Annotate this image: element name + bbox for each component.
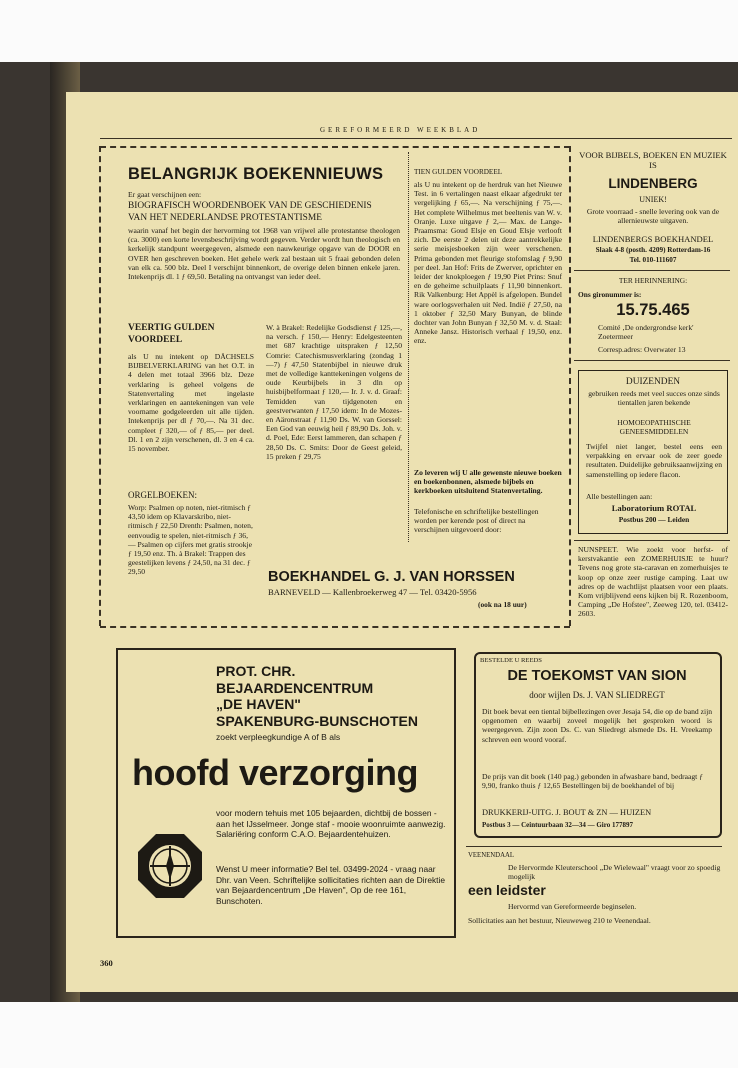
news-intro: Er gaat verschijnen een:	[128, 190, 202, 199]
right-title: TIEN GULDEN VOORDEEL	[414, 168, 503, 176]
news-subtitle	[128, 201, 372, 224]
duizenden-title: DUIZENDEN	[625, 377, 681, 387]
care-heading-4: SPAKENBURG-BUNSCHOTEN	[216, 712, 418, 729]
sion-title: DE TOEKOMST VAN SION	[507, 668, 687, 684]
side-rule-3	[574, 540, 730, 541]
side-rule-2	[574, 360, 730, 361]
lindenberg-address-2: Slaak 4-8 (posth. 4209) Rotterdam-16	[595, 246, 711, 254]
veen-paragraph-1: De Hervormde Kleuterschool „De Wielewaal" vraagt voor zo spoedig mogelijk	[508, 863, 721, 882]
lindenberg-intro: VOOR BIJBELS, BOEKEN EN MUZIEK IS	[579, 150, 727, 170]
lindenberg-name: LINDENBERG	[608, 176, 698, 191]
veen-rule	[466, 846, 722, 847]
laboratorium: Laboratorium ROTAL	[611, 503, 697, 513]
sion-paragraph-2: De prijs van dit boek (140 pag.) gebonden in afwasbare band, bedraagt ƒ 9,90, franko thuis ƒ 12,65 Bestellingen bij de boekhandel of bij	[482, 772, 703, 791]
care-big-title: hoofd verzorging	[132, 752, 418, 793]
care-heading-1: PROT. CHR.	[216, 663, 296, 679]
care-paragraph-1: voor modern tehuis met 105 bejaarden, dichtbij de bossen - aan het IJsselmeer. Jonge staf - mooie woonruimte aanwezig. Salariëring conform C.A.O. Bejaardentehuizen.	[216, 808, 446, 839]
shop-note: (ook na 18 uur)	[478, 600, 527, 609]
giro-number: 15.75.465	[616, 301, 690, 319]
lindenberg-address-1: LINDENBERGS BOEKHANDEL	[592, 234, 714, 244]
veen-kicker: VEENENDAAL	[468, 852, 515, 859]
column-divider	[408, 152, 409, 542]
page-number: 360	[100, 958, 113, 968]
care-logo	[136, 832, 204, 900]
nunspeet-ad: NUNSPEET. Wie zoekt voor herfst- of kerstvakantie een ZOMERHUISJE te huur? Tevens nog grote sta-caravan en zomerhuisjes te koop op onze zeer rustige camping. Laat uw adres op de wachtlijst plaatsen voor een plaats. Kom vrijblijvend eens kijken bij R. Rozenboom, Camping „De Hofstee", Zeeweg 120, tel. 03412-2603.	[578, 545, 728, 619]
compass-logo-icon	[136, 832, 204, 900]
care-heading-2: BEJAARDENCENTRUM	[216, 679, 374, 696]
giro-label: Ons gironummer is:	[578, 290, 642, 299]
side-rule-1	[574, 270, 730, 271]
veen-paragraph-2: Hervormd van Gereformeerde beginselen.	[508, 902, 637, 911]
news-title: BELANGRIJK BOEKENNIEUWS	[128, 165, 384, 183]
veen-big-title: een leidster	[468, 882, 546, 898]
duizenden-text-4: Alle bestellingen aan:	[586, 492, 653, 501]
correspondence: Corresp.adres: Overwater 13	[598, 345, 686, 354]
news-subtitle-2: VAN HET NEDERLANDSE PROTESTANTISME	[128, 212, 322, 223]
frame-top	[100, 146, 570, 148]
orgel-body: Worp: Psalmen op noten, niet-ritmisch ƒ 43,50 idem op Klavarskribo, niet-ritmisch ƒ 22,50 Drenth: Psalmen, noten, eenvoudig te spelen, niet-ritmisch ƒ 36,— Psalmen op cijfers met gratis strookje ƒ 19,50 enz. Th. à Brakel: Trappen des geestelijken levens ƒ 24,50, na 31 dec. ƒ 29,50	[128, 503, 253, 577]
comite: Comité ‚De ondergrondse kerk' Zoetermeer	[598, 323, 694, 342]
news-body: waarin vanaf het begin der hervorming tot 1968 van vrijwel alle protestantse theologen (ca. 3000) een korte levensbeschrijving wordt gegeven. Verder wordt hun theologisch en kerkelijk standpunt weergegeven, alsmede een nauwkeurige opgave van de DOOR en OVER hen geschreven boeken. Het gehele werk zal bestaan uit 5 fraai gebonden delen van elk ca. 500 blz. Deel I verschijnt binnenkort, de overige delen binnen enkele jaren. Intekenprijs dl. 1 ƒ 69,50. Betaling na ontvangst van ieder deel.	[128, 226, 400, 282]
right-body: als U nu intekent op de herdruk van het Nieuwe Test. in 6 vertalingen naast elkaar afgedrukt ter vergelijking ƒ 65,—. Na verschijning ƒ 75,—. Het complete Wilhelmus met beeltenis van W. v. Oranje. Luxe uitgave ƒ 2,— Max. de Lange-Praamsma: Goud Elsje en Goud Elsje verlooft zich. De eerste 2 delen uit deze aantrekkelijke serie meisjesboeken zijn weer verschenen. Prima gebonden met fleurige stofomslag ƒ 9,90 per deel. Jan Hof: Frits de Zwerver, oprichter en leider der knokploegen ƒ 19,90 Piet Prins: Snuf en de geheime schuilplaats ƒ 11,90 binnenkort. Rik Valkenburg: Het Appèl is afgelopen. Bundel ware oorlogsverhalen uit Ned. Indië ƒ 27,50, na 1 oktober ƒ 32,50 Mary Bunyan, de blinde dochter van John Bunyan ƒ 32,50 M. v. d. Staal: Anneke Jansz. Historisch verhaal ƒ 19,50, enz. enz.	[414, 180, 562, 346]
sion-drukkerij: DRUKKERIJ-UITG. J. BOUT & ZN — HUIZEN	[482, 808, 652, 817]
lindenberg-tel: Tel. 010-111607	[629, 256, 677, 264]
laboratorium-postbus: Postbus 200 — Leiden	[618, 515, 690, 524]
care-paragraph-2: Wenst U meer informatie? Bel tel. 03499-2024 - vraag naar Dhr. van Veen. Schriftelijke sollicitaties richten aan de Direktie van Bejaardencentrum „De Haven", Op de ree 161, Bunschoten.	[216, 864, 446, 906]
frame-left	[99, 146, 101, 626]
v40-body: als U nu intekent op DÄCHSELS BIJBELVERKLARING van het O.T. in 4 delen met totaal 3966 blz. Deze verklaring is geheel volgens de Statenvertaling met ingelaste verklaringen en aantekeningen van vele voorname godgeleerden uit alle tijden. Intekenprijs per dl ƒ 70,—. Na 31 dec. compleet ƒ 320,— of ƒ 85,— per deel. Dl. 1 en 2 zijn verschenen, dl. 3 en 4 ca. 15 november.	[128, 352, 254, 454]
duizenden-text-3: Twijfel niet langer, bestel eens een verpakking en ervaar ook de zeer goede resultaten. Duidelijke gebruiksaanwijzing en samenstelling op iedere flacon.	[586, 442, 722, 479]
sion-author: door wijlen Ds. J. VAN SLIEDREGT	[529, 690, 665, 700]
frame-right	[569, 146, 571, 626]
running-header: GEREFORMEERD WEEKBLAD	[320, 126, 481, 134]
shop-line: BARNEVELD — Kallenbroekerweg 47 — Tel. 03420-5956	[268, 587, 477, 597]
herinnering: TER HERINNERING:	[618, 276, 688, 285]
shop-name: BOEKHANDEL G. J. VAN HORSSEN	[268, 569, 515, 585]
sion-postbus: Postbus 3 — Ceintuurbaan 32—34 — Giro 177897	[482, 821, 633, 829]
sion-paragraph-1: Dit boek bevat een tiental bijbellezingen over Jesaja 54, die op de band zijn opgenomen en waarbij zoveel mogelijk het gesproken woord is weergegeven. Zijn zoon Ds. C. van Sliedregt alsmede Ds. H. Vreekamp schreven een woord vooraf.	[482, 707, 712, 744]
news-subtitle-1: BIOGRAFISCH WOORDENBOEK VAN DE GESCHIEDENIS	[128, 201, 372, 211]
lindenberg-delivery: Grote voorraad - snelle levering ook van de allernieuwste uitgaven.	[586, 207, 720, 226]
v40-title: VEERTIG GULDEN VOORDEEL	[128, 323, 215, 345]
lindenberg-uniek: UNIEK!	[639, 195, 667, 204]
orgel-title: ORGELBOEKEN:	[128, 490, 197, 500]
veen-paragraph-3: Sollicitaties aan het bestuur, Nieuweweg 210 te Veenendaal.	[468, 916, 651, 925]
right-bold: Zo leveren wij U alle gewenste nieuwe boeken en boekenbonnen, alsmede bijbels en kerkboeken uitsluitend Statenvertaling.	[414, 468, 562, 496]
right-foot: Telefonische en schriftelijke bestellingen worden per kerende post of direct na verschijnen uitgevoerd door:	[414, 507, 539, 535]
duizenden-text-2: HOMOEOPATHISCHE GENEESMIDDELEN	[617, 418, 691, 437]
sion-kicker: BESTELDE U REEDS	[480, 657, 542, 664]
mid-body: W. à Brakel: Redelijke Godsdienst ƒ 125,—, na versch. ƒ 150,— Henry: Edelgesteenten met 687 krachtige uitspraken ƒ 12,50 Comrie: Catechismusverklaring (zondag 1—7) ƒ 47,50 Statenbijbel in nieuwe druk met de volledige kanttekeningen volgens de oude Keurbijbels in 3 dln op huisbijbelformaat ƒ 120,— Ir. J. v. d. Graaf: Temidden van tijdgenoten en geestverwanten ƒ 17,50 idem: In de Mozes- en Aäronstraat ƒ 11,90 Ds. W. van Gorssel: Een God van eeuwig heil ƒ 89,90 Ds. Joh. v. d. Poel, Ede: Eerst lammeren, dan schapen ƒ 28,50 Ds. C. Smits: Door de Geest geleid, 15 preken ƒ 29,75	[266, 323, 402, 461]
care-heading-3: „DE HAVEN"	[216, 696, 301, 712]
care-heading	[216, 663, 418, 729]
duizenden-text-1: gebruiken reeds met veel succes onze sinds tientallen jaren bekende	[588, 389, 720, 408]
frame-bottom	[100, 626, 570, 628]
care-zoekt: zoekt verpleegkundige A of B als	[216, 732, 341, 742]
header-rule	[100, 138, 732, 139]
